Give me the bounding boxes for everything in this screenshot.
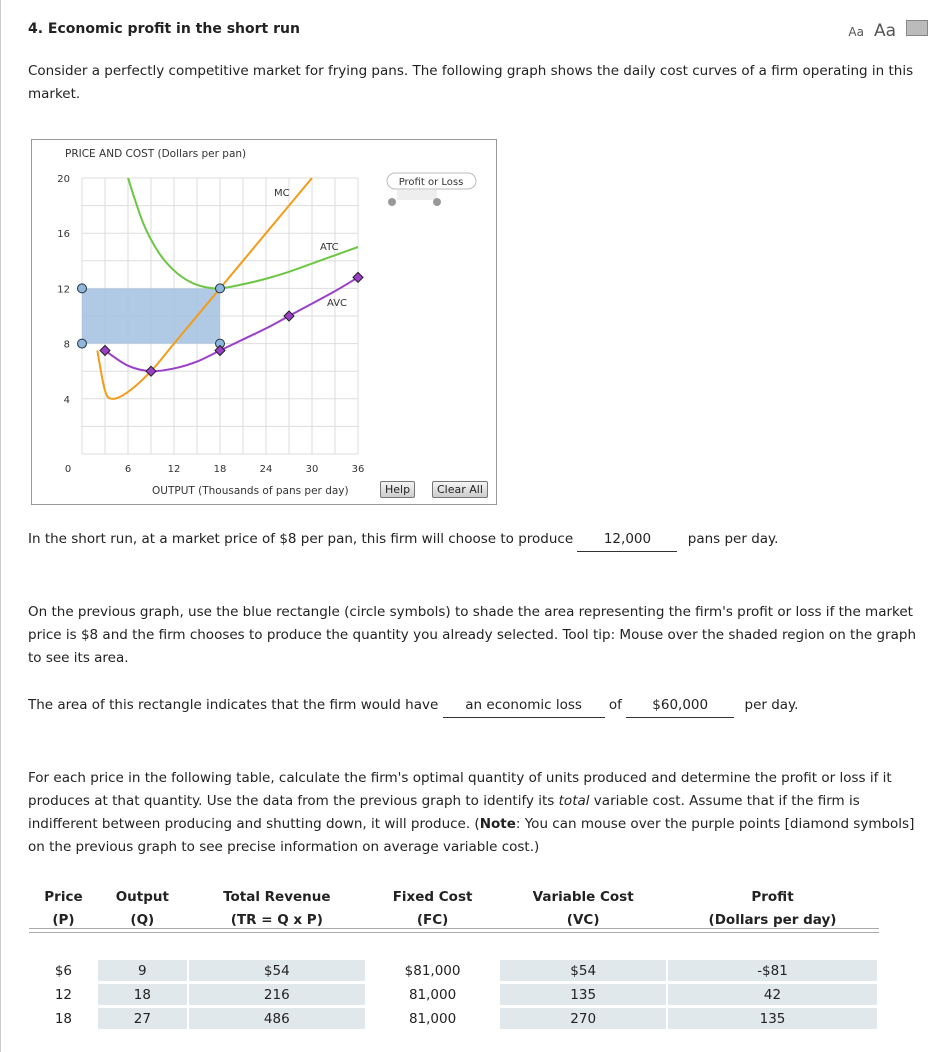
profit-or-loss-tool[interactable] bbox=[387, 173, 476, 206]
amount-dropdown[interactable]: $60,000 bbox=[626, 694, 734, 718]
q4-text-e: : You can mouse over the purple points [diamond symbols] on the previous graph to see precise information on average variable cost.) bbox=[28, 816, 915, 855]
x-tick-label: 12 bbox=[167, 464, 181, 475]
y-tick-label: 20 bbox=[57, 174, 70, 185]
tool-handle-left[interactable] bbox=[388, 198, 396, 206]
rect-corner-handle[interactable] bbox=[216, 284, 225, 293]
question-3 bbox=[28, 694, 923, 718]
table-row bbox=[31, 984, 877, 1005]
profit-table bbox=[29, 882, 879, 1032]
avc-label: AVC bbox=[327, 298, 348, 309]
question-title: 4. Economic profit in the short run bbox=[28, 21, 300, 37]
y-tick-label: 16 bbox=[57, 229, 70, 241]
output-input[interactable]: 27 bbox=[98, 1008, 187, 1029]
rect-corner-handle[interactable] bbox=[78, 284, 87, 293]
q3-of: of bbox=[608, 697, 622, 713]
x-tick-label: 30 bbox=[305, 464, 319, 475]
font-size-controls bbox=[848, 20, 928, 41]
q4-text-c: variable cost. Assume that if the firm is indifferent between producing and shutting down, it will produce. ( bbox=[28, 793, 860, 832]
x-tick-label: 18 bbox=[213, 464, 227, 475]
x-tick-label: 24 bbox=[259, 464, 273, 475]
tool-handle-right[interactable] bbox=[433, 198, 441, 206]
q4-note: Note bbox=[479, 816, 516, 832]
quantity-dropdown[interactable]: 12,000 bbox=[577, 528, 677, 552]
y-tick-label: 4 bbox=[63, 394, 70, 406]
chart-svg[interactable] bbox=[32, 140, 498, 506]
y-tick-label: 12 bbox=[57, 284, 70, 296]
q1-text: In the short run, at a market price of $8 per pan, this firm will choose to produce bbox=[28, 531, 574, 547]
col-header: Profit (Dollars per day) bbox=[708, 889, 837, 928]
atc-label: ATC bbox=[320, 242, 339, 253]
y-axis-label: PRICE AND COST (Dollars per pan) bbox=[65, 148, 247, 160]
profit-tool-label: Profit or Loss bbox=[398, 177, 464, 188]
variable-cost-input[interactable]: 270 bbox=[500, 1008, 666, 1029]
fixed-cost-cell: $81,000 bbox=[404, 962, 461, 979]
output-input[interactable]: 18 bbox=[98, 984, 187, 1005]
q1-suffix: pans per day. bbox=[687, 531, 779, 547]
price-cell: 18 bbox=[54, 1010, 73, 1027]
fixed-cost-cell: 81,000 bbox=[408, 1010, 457, 1027]
help-button[interactable]: Help bbox=[380, 481, 415, 498]
q4-text-b: total bbox=[558, 793, 590, 809]
q3-suffix: per day. bbox=[744, 697, 799, 713]
question-2: On the previous graph, use the blue rectangle (circle symbols) to shade the area representing the firm's profit or loss if the market price is $8 and the firm chooses to produce the quantity you already selected. Tool tip: Mouse over the shaded region on the graph to see its area. bbox=[28, 604, 917, 666]
table-row bbox=[31, 1008, 877, 1029]
col-header: Output (Q) bbox=[115, 889, 169, 928]
cost-graph bbox=[31, 139, 497, 505]
output-input[interactable]: 9 bbox=[98, 960, 187, 981]
question-1 bbox=[28, 528, 923, 552]
profit-input[interactable]: 135 bbox=[668, 1008, 877, 1029]
profit-loss-dropdown[interactable]: an economic loss bbox=[443, 694, 605, 718]
variable-cost-input[interactable]: 135 bbox=[500, 984, 666, 1005]
x-axis-label: OUTPUT (Thousands of pans per day) bbox=[152, 485, 349, 497]
intro-text: Consider a perfectly competitive market for frying pans. The following graph shows the daily cost curves of a firm operating in this market. bbox=[28, 63, 914, 102]
col-header: Variable Cost (VC) bbox=[532, 889, 634, 928]
avc-diamond-point[interactable] bbox=[353, 272, 363, 282]
clear-all-button[interactable]: Clear All bbox=[432, 481, 488, 498]
revenue-input[interactable]: $54 bbox=[189, 960, 365, 981]
q3-text: The area of this rectangle indicates that the firm would have bbox=[28, 697, 439, 713]
x-tick-label: 36 bbox=[351, 464, 365, 475]
x-tick-label: 0 bbox=[64, 464, 72, 475]
y-tick-label: 8 bbox=[63, 339, 70, 351]
font-large-button[interactable]: Aa bbox=[873, 21, 896, 41]
avc-diamond-point[interactable] bbox=[284, 311, 294, 321]
col-header: Fixed Cost (FC) bbox=[392, 889, 473, 928]
revenue-input[interactable]: 486 bbox=[189, 1008, 365, 1029]
col-header: Total Revenue (TR = Q x P) bbox=[223, 889, 331, 928]
profit-loss-rectangle bbox=[82, 288, 220, 343]
variable-cost-input[interactable]: $54 bbox=[500, 960, 666, 981]
col-header: Price (P) bbox=[44, 889, 83, 928]
price-cell: $6 bbox=[54, 962, 73, 979]
profit-input[interactable]: -$81 bbox=[668, 960, 877, 981]
print-icon[interactable] bbox=[906, 20, 928, 36]
mc-label: MC bbox=[274, 188, 290, 199]
fixed-cost-cell: 81,000 bbox=[408, 986, 457, 1003]
profit-input[interactable]: 42 bbox=[668, 984, 877, 1005]
price-cell: 12 bbox=[54, 986, 73, 1003]
revenue-input[interactable]: 216 bbox=[189, 984, 365, 1005]
x-tick-label: 6 bbox=[124, 464, 132, 475]
table-row bbox=[31, 960, 877, 981]
q4-text-a: For each price in the following table, calculate the firm's optimal quantity of units produced and determine the profit or loss if it produces at that quantity. Use the data from the previous graph to identify its bbox=[28, 770, 892, 809]
rect-corner-handle[interactable] bbox=[78, 339, 87, 348]
question-4 bbox=[28, 767, 923, 859]
font-small-button[interactable]: Aa bbox=[848, 25, 864, 39]
